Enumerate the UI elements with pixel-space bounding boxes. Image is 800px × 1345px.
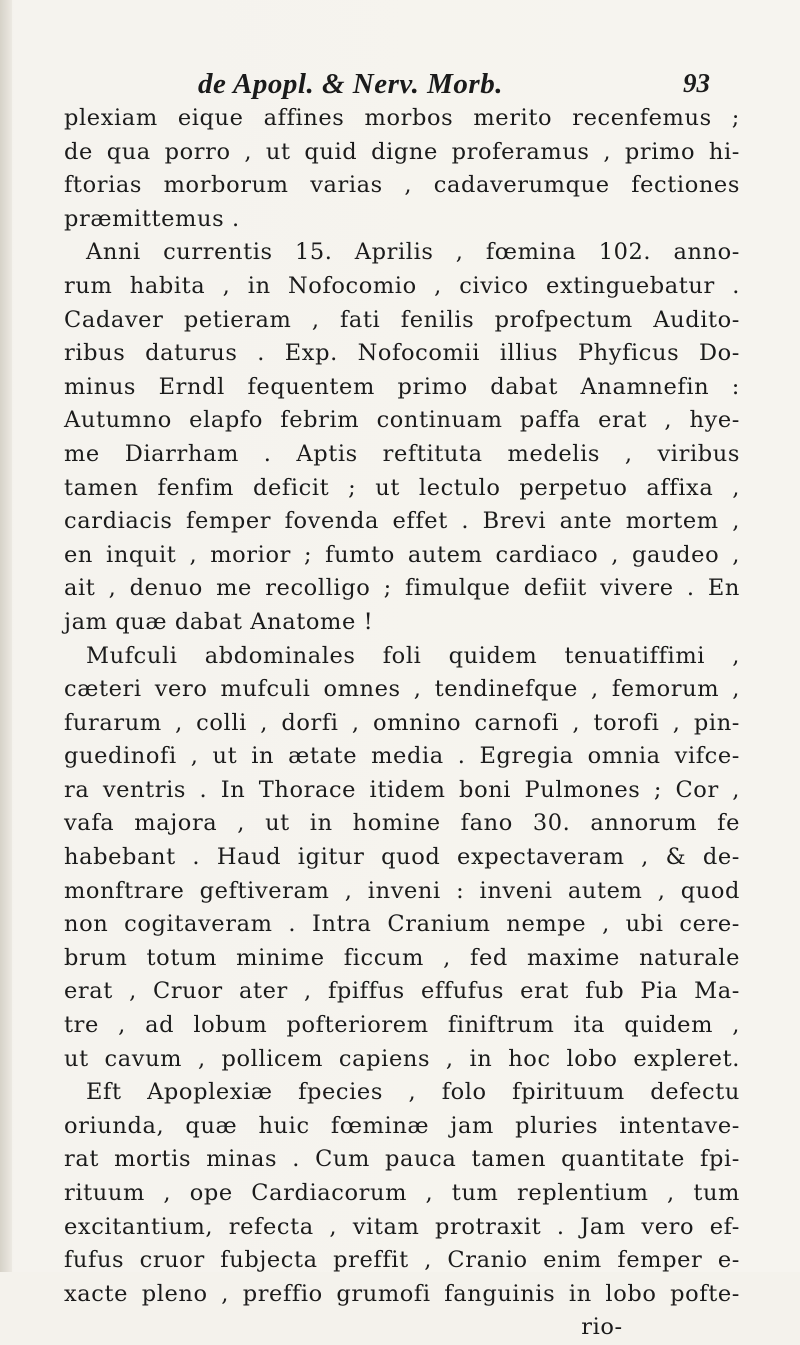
text-line: ut cavum , pollicem capiens , in hoc lobo expleret. (64, 1045, 740, 1072)
text-line: furarum , colli , dorfi , omnino carnofi , torofi , pin- (64, 709, 740, 736)
text-line: non cogitaveram . Intra Cranium nempe , ubi cere- (64, 911, 740, 938)
text-line: de qua porro , ut quid digne proferamus , primo hi- (64, 138, 740, 165)
text-line: me Diarrham . Aptis reftituta medelis , viribus (64, 440, 740, 467)
running-head (198, 68, 710, 102)
text-line: jam quæ dabat Anatome ! (64, 608, 374, 635)
text-line: Anni currentis 15. Aprilis , fœmina 102. anno- (86, 239, 740, 266)
text-line: præmittemus . (64, 205, 240, 232)
text-line: oriunda, quæ huic fœminæ jam pluries intentave- (64, 1112, 740, 1139)
text-line: Autumno elapfo febrim continuam paffa erat , hye- (64, 407, 740, 434)
text-line: ait , denuo me recolligo ; fimulque defiit vivere . En (64, 575, 740, 602)
running-head-title: de Apopl. & Nerv. Morb. (198, 68, 503, 100)
text-line: guedinofi , ut in ætate media . Egregia omnia vifce- (64, 743, 740, 770)
text-line: rat mortis minas . Cum pauca tamen quantitate fpi- (64, 1146, 740, 1173)
text-line: brum totum minime ficcum , fed maxime naturale (64, 944, 740, 971)
text-line: erat , Cruor ater , fpiffus effufus erat fub Pia Ma- (64, 978, 740, 1005)
text-line: minus Erndl fequentem primo dabat Anamnefin : (64, 373, 740, 400)
text-line: en inquit , morior ; fumto autem cardiaco , gaudeo , (64, 541, 740, 568)
text-line: ra ventris . In Thorace itidem boni Pulmones ; Cor , (64, 776, 740, 803)
page-number: 93 (683, 68, 710, 98)
text-line: Eft Apoplexiæ fpecies , folo fpirituum defectu (86, 1079, 740, 1106)
text-line: fufus cruor fubjecta preffit , Cranio enim femper e- (64, 1247, 740, 1274)
text-line: plexiam eique affines morbos merito recenfemus ; (64, 105, 740, 131)
text-line: ftorias morborum varias , cadaverumque fectiones (64, 172, 740, 199)
text-line: excitantium, refecta , vitam protraxit . Jam vero ef- (64, 1213, 740, 1240)
text-line: rituum , ope Cardiacorum , tum replentium , tum (64, 1180, 740, 1206)
text-line: monftrare geftiveram , inveni : inveni autem , quod (64, 877, 740, 904)
text-line: ribus daturus . Exp. Nofocomii illius Phyficus Do- (64, 340, 740, 367)
text-line: Mufculi abdominales foli quidem tenuatiffimi , (86, 642, 740, 669)
text-line: cæteri vero mufculi omnes , tendinefque , femorum , (64, 676, 740, 703)
text-line: xacte pleno , preffio grumofi fanguinis in lobo pofte- (64, 1280, 740, 1307)
text-line: vafa majora , ut in homine fano 30. annorum fe (64, 810, 740, 837)
text-line: tre , ad lobum pofteriorem finiftrum ita quidem , (64, 1012, 740, 1039)
text-line: tamen fenfim deficit ; ut lectulo perpetuo affixa , (64, 474, 740, 501)
catchword: rio- (581, 1314, 623, 1341)
page-gutter (0, 0, 12, 1272)
text-line: habebant . Haud igitur quod expectaveram , & de- (64, 844, 740, 871)
text-line: cardiacis femper fovenda effet . Brevi ante mortem , (64, 508, 740, 535)
body-text (64, 102, 740, 1345)
text-line: Cadaver petieram , fati fenilis profpectum Audito- (64, 306, 740, 333)
text-line: rum habita , in Nofocomio , civico extinguebatur . (64, 272, 740, 299)
